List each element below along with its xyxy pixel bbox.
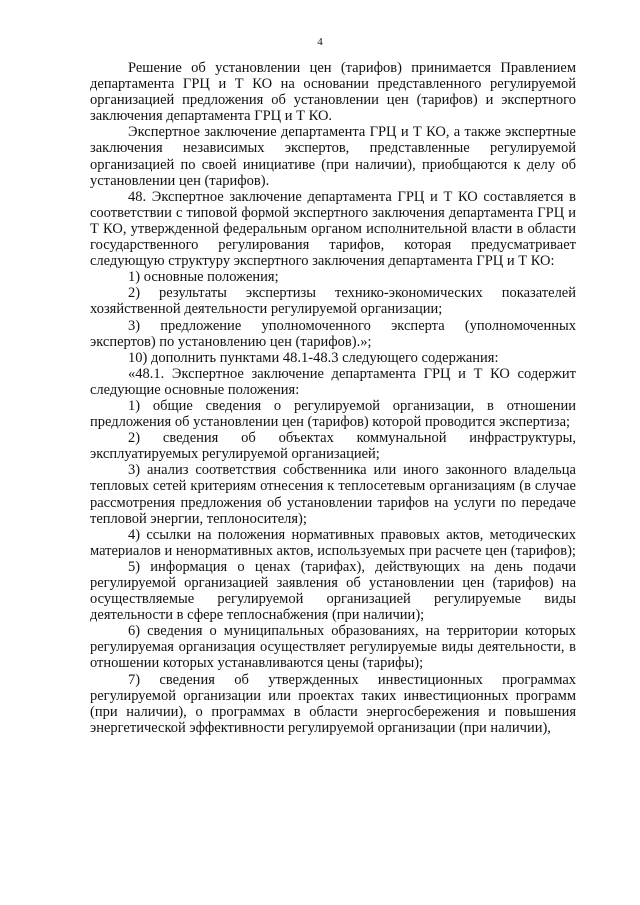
list-item-owner-analysis: 3) анализ соответствия собственника или иного законного владельца тепловых сетей критериям отнесения к теплосетевым организациям (в случае рассмотрения предложения об установлении тарифов на услуги по передаче тепловой энергии, теплоносителя); <box>90 462 576 527</box>
page-number: 4 <box>317 36 323 48</box>
list-item-current-prices: 5) информация о ценах (тарифах), действующих на день подачи регулируемой организацией заявления об установлении цен (тарифов) на осуществляемые регулируемой организацией регулируемые виды деятельности в сфере теплоснабжения (при наличии); <box>90 558 576 624</box>
list-item-expert-proposal: 3) предложение уполномоченного эксперта (уполномоченных экспертов) по установлению цен (тарифов).»; <box>90 317 576 350</box>
document-body <box>90 60 576 736</box>
paragraph-item-48: 48. Экспертное заключение департамента ГРЦ и Т КО составляется в соответствии с типовой формой экспертного заключения департамента ГРЦ и Т КО, утвержденной федеральным органом исполнительной власти в области государственного регулирования тарифов, которая предусматривает следующую структуру экспертного заключения департамента ГРЦ и Т КО: <box>90 188 576 270</box>
list-item-legal-references: 4) ссылки на положения нормативных правовых актов, методических материалов и ненормативных актов, используемых при расчете цен (тарифов); <box>90 526 576 559</box>
paragraph-expert-opinions: Экспертное заключение департамента ГРЦ и Т КО, а также экспертные заключения независимых экспертов, представленные регулируемой организацией по своей инициативе (при наличии), приобщаются к делу об установлении цен (тарифов). <box>90 124 576 189</box>
paragraph-amendment-10: 10) дополнить пунктами 48.1-48.3 следующего содержания: <box>128 349 499 366</box>
list-item-municipalities: 6) сведения о муниципальных образованиях, на территории которых регулируемая организация осуществляет регулируемые виды деятельности, в отношении которых устанавливаются цены (тарифы); <box>90 623 576 672</box>
paragraph-item-48-1: «48.1. Экспертное заключение департамента ГРЦ и Т КО содержит следующие основные положения: <box>90 365 576 398</box>
paragraph-decision: Решение об установлении цен (тарифов) принимается Правлением департамента ГРЦ и Т КО на основании представленного регулируемой организацией предложения об установлении цен (тарифов) и экспертного заключения департамента ГРЦ и Т КО. <box>90 60 576 125</box>
list-item-main-provisions: 1) основные положения; <box>128 269 279 286</box>
list-item-expertise-results: 2) результаты экспертизы технико-экономических показателей хозяйственной деятельности регулируемой организации; <box>90 285 576 318</box>
list-item-general-info: 1) общие сведения о регулируемой организации, в отношении предложения об установлении цен (тарифов) которой проводится экспертиза; <box>90 397 576 431</box>
list-item-investment-programs: 7) сведения об утвержденных инвестиционных программах регулируемой организации или проектах таких инвестиционных программ (при наличии), о программах в области энергосбережения и повышения энергетической эффективности регулируемой организации (при наличии), <box>90 671 576 736</box>
list-item-infrastructure: 2) сведения об объектах коммунальной инфраструктуры, эксплуатируемых регулируемой организацией; <box>90 430 576 463</box>
